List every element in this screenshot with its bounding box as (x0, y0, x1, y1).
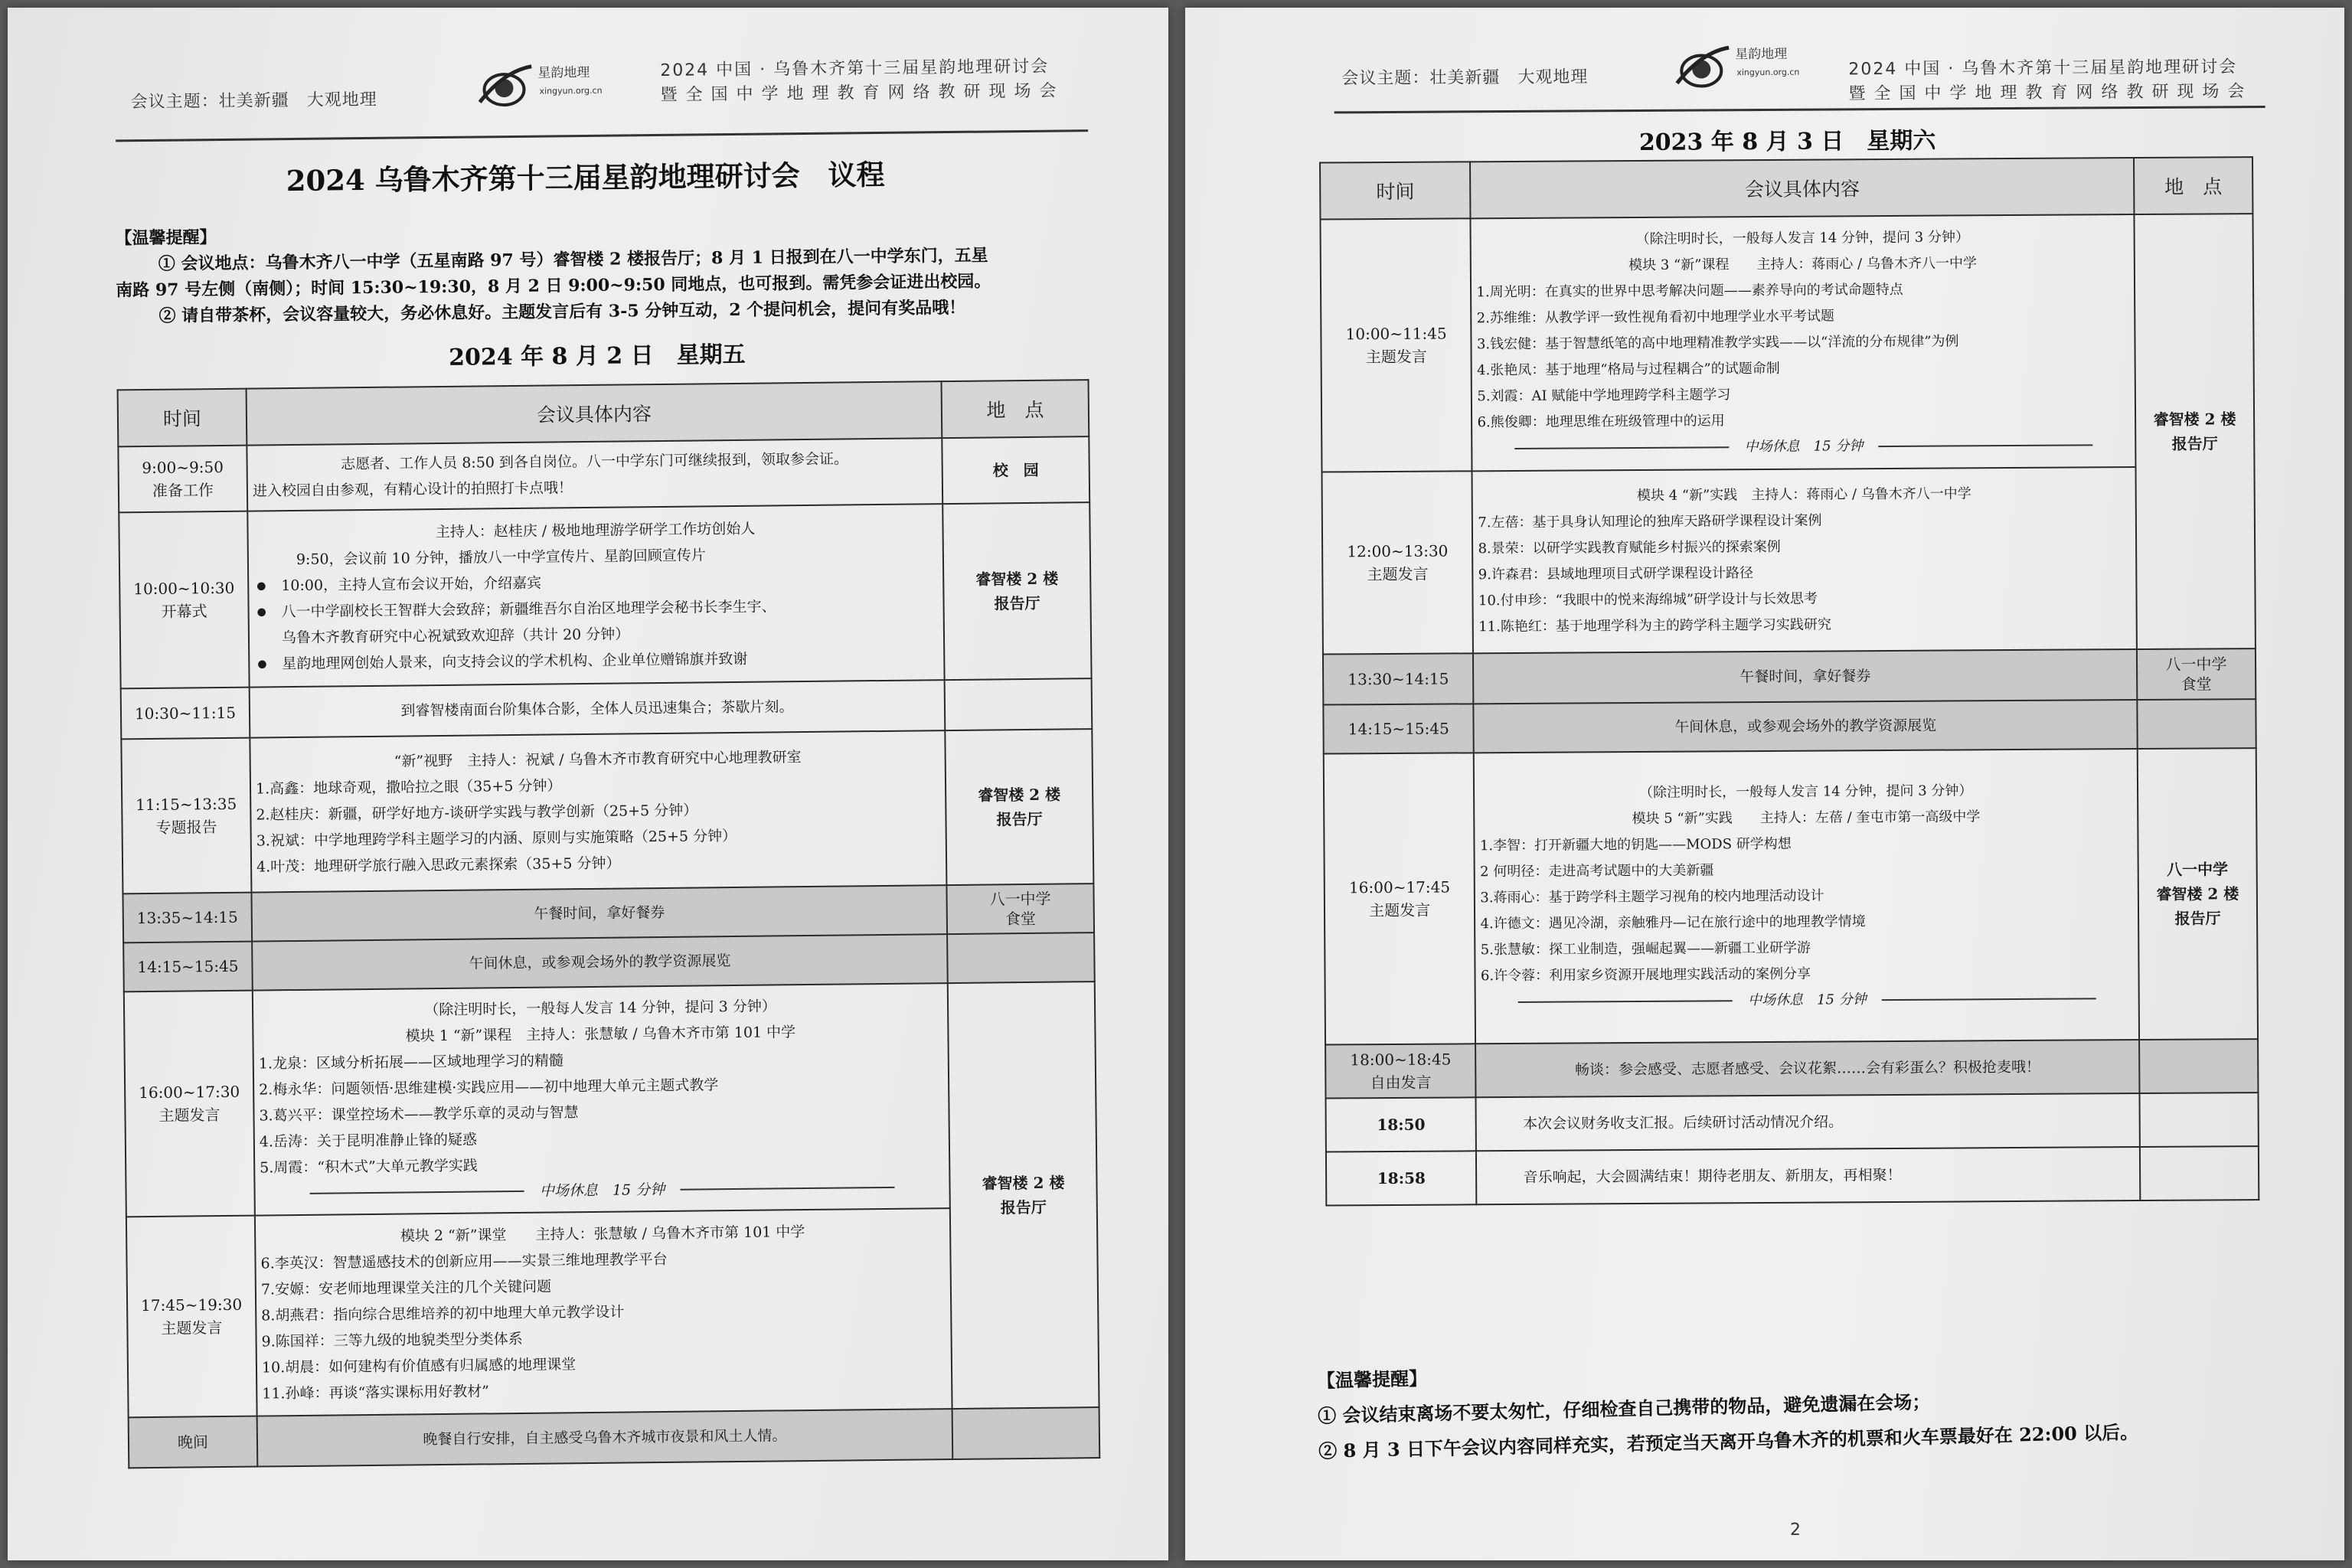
break-divider: 中场休息 15 分钟 (1481, 985, 2134, 1015)
list-item: 2 何明径：走进高考试题中的大美新疆 (1480, 862, 1714, 880)
list-item: 9.陈国祥：三等九级的地貌类型分类体系 (261, 1330, 523, 1351)
list-item: 10.胡晨：如何建构有价值感有归属感的地理课堂 (261, 1356, 577, 1377)
list-item: ● 八一中学副校长王智群大会致辞；新疆维吾尔自治区地理学会秘书长李生宇、 (253, 592, 938, 625)
day-title: 2023 年 8 月 3 日 星期六 (1638, 127, 1936, 156)
reminder-item-1: ① 会议结束离场不要太匆忙，仔细检查自己携带的物品，避免遗漏在会场； (1317, 1390, 1931, 1427)
time-cell: 18:50 (1325, 1097, 1476, 1152)
content-cell: 到睿智楼南面台阶集体合影，全体人员迅速集合；茶歇片刻。 (250, 680, 946, 738)
list-item: 9.许森君：县域地理项目式研学课程设计路径 (1478, 565, 1753, 583)
table-row (1324, 748, 2258, 1044)
closing-reminder-block (1317, 1340, 2314, 1469)
conference-name-line1: 2024 中国 · 乌鲁木齐第十三届星韵地理研讨会 (1848, 57, 2238, 80)
list-item: 7.安嫄：安老师地理课堂关注的几个关键问题 (260, 1278, 552, 1298)
place-cell: 睿智楼 2 楼 报告厅 (948, 982, 1099, 1409)
page-number: 2 (1789, 1520, 1802, 1540)
list-item: 2.苏维维：从教学评一致性视角看初中地理学业水平考试题 (1476, 308, 1834, 327)
content-cell (250, 730, 946, 892)
time-cell: 16:00~17:45 主题发言 (1324, 753, 1476, 1044)
time-cell: 17:45~19:30 主题发言 (126, 1216, 257, 1418)
conference-name (1848, 55, 2246, 106)
break-divider: 中场休息 15 分钟 (1478, 432, 2131, 462)
page-title: 2024 乌鲁木齐第十三届星韵地理研讨会 议程 (286, 157, 885, 198)
content-cell: 午餐时间，拿好餐券 (1473, 649, 2137, 704)
place-cell: 八一中学 睿智楼 2 楼 报告厅 (2138, 748, 2258, 1040)
time-cell: 10:30~11:15 (121, 688, 250, 740)
conference-name-line1: 2024 中国 · 乌鲁木齐第十三届星韵地理研讨会 (660, 57, 1050, 80)
time-cell: 13:30~14:15 (1323, 653, 1474, 704)
list-item: 11.孙峰：再谈“落实课标用好教材” (262, 1383, 490, 1403)
table-row (1323, 648, 2256, 704)
content-cell: 志愿者、工作人员 8:50 到各自岗位。八一中学东门可继续报到，领取参会证。 进入校园自由参观，有精心设计的拍照打卡点哦！ (247, 438, 942, 511)
conference-name-line2: 暨 全 国 中 学 地 理 教 育 网 络 教 研 现 场 会 (1848, 82, 2246, 104)
time-cell: 18:00~18:45 自由发言 (1325, 1044, 1476, 1098)
list-item: 3.祝斌：中学地理跨学科主题学习的内涵、原则与实施策略（25+5 分钟） (256, 827, 737, 850)
list-item: 3.蒋雨心：基于跨学科主题学习视角的校内地理活动设计 (1480, 887, 1824, 906)
conference-theme: 会议主题：壮美新疆 大观地理 (1341, 67, 1589, 89)
agenda-table-day2 (1319, 156, 2259, 1206)
time-cell: 10:00~11:45 主题发言 (1320, 218, 1472, 472)
list-item: 1.周光明：在真实的世界中思考解决问题——素养导向的考试命题特点 (1476, 281, 1903, 301)
xingyun-logo (473, 54, 627, 125)
content-cell: 畅谈：参会感受、志愿者感受、会议花絮……会有彩蛋么？积极抢麦哦！ (1476, 1040, 2140, 1097)
list-item: 2.赵桂庆：新疆，研学好地方-谈研学实践与教学创新（25+5 分钟） (256, 802, 698, 824)
content-cell: 午间休息，或参观会场外的教学资源展览 (1474, 700, 2138, 753)
place-cell: 睿智楼 2 楼 报告厅 (2134, 214, 2256, 649)
day-title: 2024 年 8 月 2 日 星期五 (448, 341, 746, 371)
table-row (1325, 1039, 2258, 1098)
agenda-table-day1 (117, 379, 1101, 1468)
logo-site: xingyun.org.cn (539, 85, 603, 96)
place-cell (2139, 1039, 2259, 1093)
list-item: 4.叶茂：地理研学旅行融入思政元素探索（35+5 分钟） (256, 854, 621, 876)
col-header-time: 时间 (118, 389, 247, 447)
place-cell (945, 678, 1093, 730)
reminder-item-1b: 南路 97 号左侧（南侧）；时间 15:30~19:30，8 月 2 日 9:00~9:50 同地点，也可报到。需凭参会证进出校园。 (116, 271, 991, 301)
time-cell: 11:15~13:35 专题报告 (121, 738, 251, 894)
list-item: 4.岳涛：关于昆明准静止锋的疑惑 (259, 1131, 478, 1151)
list-item: 5.张慧敏：探工业制造，强崛起翼——新疆工业研学游 (1480, 939, 1811, 959)
content-cell: 音乐响起，大会圆满结束！期待老朋友、新朋友，再相聚！ (1476, 1147, 2140, 1204)
list-item: ● 10:00，主持人宣布会议开始，介绍嘉宾 (253, 566, 938, 599)
list-item: 7.左蓓：基于具身认知理论的独库天路研学课程设计案例 (1478, 512, 1822, 531)
time-cell: 14:15~15:45 (1323, 704, 1474, 753)
time-cell: 10:00~10:30 开幕式 (119, 511, 249, 689)
table-row (1322, 466, 2256, 654)
time-cell: 晚间 (129, 1416, 258, 1468)
table-row (119, 502, 1091, 688)
list-item: 8.景荣：以研学实践教育赋能乡村振兴的探索案例 (1478, 538, 1781, 557)
module-heading: 模块 1 “新”课程 主持人：张慧敏 / 乌鲁木齐市第 101 中学 (405, 1024, 796, 1045)
time-cell: 9:00~9:50 准备工作 (118, 446, 247, 513)
time-cell: 14:15~15:45 (123, 942, 253, 992)
list-item: 1.李智：打开新疆大地的钥匙——MODS 研学构想 (1479, 835, 1792, 854)
col-header-content: 会议具体内容 (247, 381, 942, 446)
header-divider (1334, 106, 2265, 113)
list-item: 4.许德文：遇见冷湖，亲触雅丹—记在旅行途中的地理教学情境 (1480, 913, 1866, 933)
place-cell (947, 933, 1095, 983)
time-cell: 13:35~14:15 (122, 893, 252, 943)
list-item: 2.梅永华：问题领悟·思维建模·实践应用——初中地理大单元主题式教学 (259, 1076, 719, 1099)
table-row (118, 436, 1089, 512)
header-divider (116, 129, 1088, 142)
list-item: 8.胡燕君：指向综合思维培养的初中地理大单元教学设计 (261, 1303, 625, 1325)
time-cell: 16:00~17:30 主题发言 (124, 991, 255, 1217)
agenda-page-1 (8, 8, 1168, 1560)
content-cell: 本次会议财务收支汇报。后续研讨活动情况介绍。 (1476, 1093, 2140, 1151)
list-item: ● 星韵地理网创始人景来，向支持会议的学术机构、企业单位赠锦旗并致谢 (254, 644, 939, 677)
table-row (129, 1407, 1100, 1468)
col-header-place: 地 点 (2134, 157, 2253, 214)
logo-brand: 星韵地理 (537, 64, 590, 81)
list-item: 5.周霞：“积木式”大单元教学实践 (260, 1157, 478, 1177)
session-heading: “新”视野 主持人：祝斌 / 乌鲁木齐市教育研究中心地理教研室 (394, 749, 802, 770)
list-item: 3.钱宏健：基于智慧纸笔的高中地理精准教学实践——以“洋流的分布规律”为例 (1476, 333, 1959, 353)
list-item: 3.葛兴平：课堂控场术——教学乐章的灵动与智慧 (259, 1104, 579, 1125)
list-item: 1.高鑫：地球奇观，撒哈拉之眼（35+5 分钟） (255, 777, 562, 798)
reminder-heading: 【温馨提醒】 (1316, 1367, 1428, 1392)
col-header-content: 会议具体内容 (1470, 158, 2134, 218)
table-row (1323, 699, 2256, 753)
content-cell: （除注明时长，一般每人发言 14 分钟，提问 3 分钟） 模块 1 “新”课程 主持人：张慧敏 / 乌鲁木齐市第 101 中学 1.龙泉：区域分析拓展——区域地理学习的精髓 2.梅永华：问题领悟·思维建模·实践应用——初中地理大单元主题式教学 3.葛兴平：课堂控场术——教学乐章的灵动与智慧 4.岳涛：关于昆明准静止锋的疑惑 5.周霞：“积木式”大单元教学实践 中场休息 15 分钟 (253, 983, 950, 1215)
content-cell: （除注明时长，一般每人发言 14 分钟，提问 3 分钟） 模块 5 “新”实践 主持人：左蓓 / 奎屯市第一高级中学 1.李智：打开新疆大地的钥匙——MODS 研学构想 2 何明径：走进高考试题中的大美新疆 3.蒋雨心：基于跨学科主题学习视角的校内地理活动设计 4.许德文：遇见冷湖，亲触雅丹—记在旅行途中的地理教学情境 5.张慧敏：探工业制造，强崛起翼——新疆工业研学游 6.许令蓉：利用家乡资源开展地理实践活动的案例分享 中场休息 15 分钟 (1474, 749, 2139, 1044)
module-heading: 模块 5 “新”实践 主持人：左蓓 / 奎屯市第一高级中学 (1632, 808, 1981, 828)
time-cell: 18:58 (1326, 1151, 1477, 1205)
host-line: 主持人：赵桂庆 / 极地地理游学研学工作坊创始人 (435, 520, 756, 541)
place-cell (2137, 699, 2256, 749)
list-item: 11.陈艳红：基于地理学科为主的跨学科主题学习实践研究 (1478, 616, 1831, 635)
module-heading: 模块 3 “新”课程 主持人：蒋雨心 / 乌鲁木齐八一中学 (1628, 255, 1977, 274)
place-cell: 睿智楼 2 楼 报告厅 (942, 502, 1091, 680)
col-header-place: 地 点 (942, 380, 1089, 438)
reminder-item-1a: ① 会议地点：乌鲁木齐八一中学（五星南路 97 号）睿智楼 2 楼报告厅；8 月 1 日报到在八一中学东门，五星 (158, 245, 988, 274)
place-cell: 睿智楼 2 楼 报告厅 (945, 729, 1093, 885)
reminder-block (115, 215, 1103, 330)
content-cell: 晚餐自行安排，自主感受乌鲁木齐城市夜景和风土人情。 (257, 1409, 953, 1467)
content-cell (1472, 467, 2137, 653)
reminder-heading: 【温馨提醒】 (115, 227, 217, 249)
list-item: 5.刘霞：AI 赋能中学地理跨学科主题学习 (1477, 387, 1731, 405)
list-item: 1.龙泉：区域分析拓展——区域地理学习的精髓 (258, 1052, 564, 1073)
list-item: 6.许令蓉：利用家乡资源开展地理实践活动的案例分享 (1480, 965, 1811, 985)
reminder-item-2: ② 8 月 3 日下午会议内容同样充实，若预定当天离开乌鲁木齐的机票和火车票最好在 22:00 以后。 (1318, 1420, 2139, 1462)
place-cell (2140, 1146, 2259, 1200)
place-cell (952, 1407, 1100, 1459)
time-cell: 12:00~13:30 主题发言 (1322, 471, 1474, 654)
conference-name (660, 55, 1058, 108)
place-cell: 八一中学 食堂 (946, 884, 1094, 934)
place-cell: 八一中学 食堂 (2137, 648, 2256, 700)
xingyun-logo (1671, 37, 1824, 106)
content-cell: 午间休息，或参观会场外的教学资源展览 (252, 934, 948, 991)
list-item: 6.李英汉：智慧遥感技术的创新应用——实景三维地理教学平台 (260, 1250, 668, 1272)
table-row (124, 982, 1097, 1217)
table-row (121, 729, 1093, 893)
agenda-page-2 (1185, 8, 2344, 1560)
list-item: 6.熊俊卿：地理思维在班级管理中的运用 (1477, 413, 1725, 431)
break-divider: 中场休息 15 分钟 (260, 1174, 944, 1207)
table-row (1326, 1146, 2259, 1205)
list-item: 4.张艳凤：基于地理“格局与过程耦合”的试题命制 (1477, 360, 1780, 379)
conference-name-line2: 暨 全 国 中 学 地 理 教 育 网 络 教 研 现 场 会 (660, 81, 1058, 105)
place-cell (2139, 1093, 2259, 1147)
module-heading: 模块 2 “新”课堂 主持人：张慧敏 / 乌鲁木齐市第 101 中学 (400, 1223, 805, 1245)
content-cell: 主持人：赵桂庆 / 极地地理游学研学工作坊创始人 9:50，会议前 10 分钟，播放八一中学宣传片、星韵回顾宣传片 ● 10:00，主持人宣布会议开始，介绍嘉宾 ● 八一中学副校长王智群大会致辞；新疆维吾尔自治区地理学会秘书长李生宇、 乌鲁木齐教育研究中心祝斌致欢迎辞（共计 20 分钟） ● 星韵地理网创始人景来，向支持会议的学术机构、企业单位赠锦旗并致谢 (247, 504, 944, 687)
content-cell (255, 1208, 952, 1416)
place-cell: 校 园 (942, 436, 1089, 504)
conference-theme: 会议主题：壮美新疆 大观地理 (130, 90, 377, 113)
col-header-time: 时间 (1320, 162, 1471, 219)
table-row (1320, 214, 2254, 472)
logo-brand: 星韵地理 (1735, 46, 1788, 63)
content-cell: 午餐时间，拿好餐券 (251, 885, 947, 942)
list-item: 10.付申珍：“我眼中的悦来海绵城”研学设计与长效思考 (1478, 590, 1818, 609)
reminder-item-2: ② 请自带茶杯，会议容量较大，务必休息好。主题发言后有 3-5 分钟互动，2 个提问机会，提问有奖品哦！ (158, 297, 966, 326)
logo-site: xingyun.org.cn (1736, 67, 1800, 78)
module-heading: 模块 4 “新”实践 主持人：蒋雨心 / 乌鲁木齐八一中学 (1636, 485, 1971, 505)
content-cell: （除注明时长，一般每人发言 14 分钟，提问 3 分钟） 模块 3 “新”课程 主持人：蒋雨心 / 乌鲁木齐八一中学 1.周光明：在真实的世界中思考解决问题——素养导向的考试命题特点 2.苏维维：从教学评一致性视角看初中地理学业水平考试题 3.钱宏健：基于智慧纸笔的高中地理精准教学实践——以“洋流的分布规律”为例 4.张艳凤：基于地理“格局与过程耦合”的试题命制 5.刘霞：AI 赋能中学地理跨学科主题学习 6.熊俊卿：地理思维在班级管理中的运用 中场休息 15 分钟 (1471, 214, 2135, 471)
table-row (1325, 1093, 2258, 1152)
